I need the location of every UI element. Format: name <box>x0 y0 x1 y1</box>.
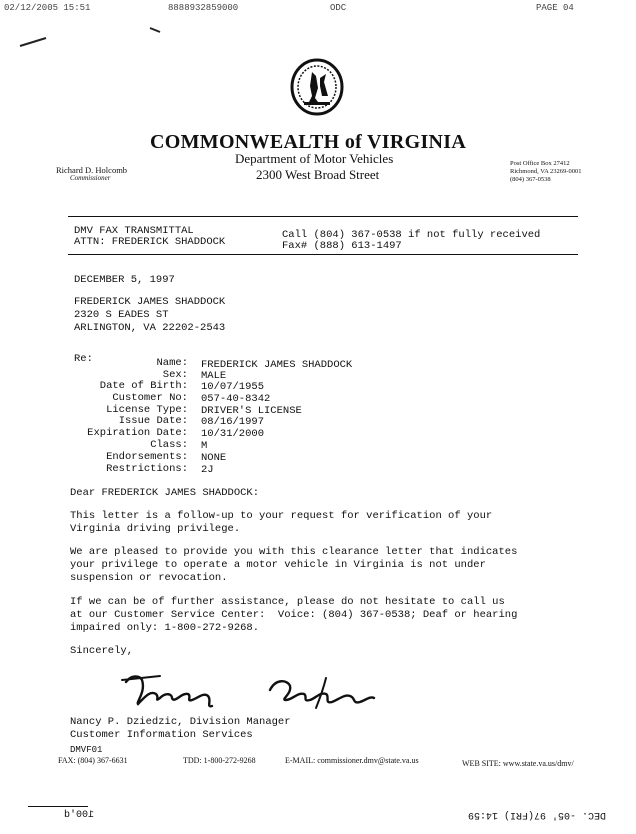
record-value: 10/31/2000 <box>201 428 265 440</box>
record-value: 08/16/1997 <box>201 416 265 428</box>
record-value: 2J <box>201 464 214 476</box>
stray-mark-icon <box>18 24 168 54</box>
signature-icon <box>120 668 380 714</box>
transmittal-bottom-rule <box>68 254 578 255</box>
letterhead-street: 2300 West Broad Street <box>256 167 380 182</box>
transmittal-attn: ATTN: FREDERICK SHADDOCK <box>74 236 226 248</box>
record-label: Endorsements: <box>106 451 188 463</box>
record-label: License Type: <box>106 404 188 416</box>
record-label: Date of Birth: <box>99 380 188 392</box>
letterhead-department: Department of Motor Vehicles <box>235 151 394 166</box>
record-value: DRIVER'S LICENSE <box>201 405 302 417</box>
record-label: Expiration Date: <box>87 427 188 439</box>
salutation: Dear FREDERICK JAMES SHADDOCK: <box>70 487 260 499</box>
fax-date-time: 02/12/2005 15:51 <box>4 3 91 13</box>
fax-code: ODC <box>330 3 347 13</box>
letterhead-title: COMMONWEALTH of VIRGINIA <box>150 131 467 153</box>
transmittal-top-rule <box>68 216 578 217</box>
bottom-left-rule <box>28 806 88 807</box>
commissioner-name: Richard D. Holcomb <box>56 165 128 175</box>
paragraph-3: If we can be of further assistance, please do not hesitate to call us at our Customer Service Center: Voice: (804) 367-0538; Deaf or hearing impaired only: 1-800-272-9268. <box>70 596 518 634</box>
footer-email: E-MAIL: commissioner.dmv@state.va.us <box>285 756 419 765</box>
closing: Sincerely, <box>70 645 134 657</box>
paragraph-2: We are pleased to provide you with this clearance letter that indicates your privilege to operate a motor vehicle in Virginia is not under suspension or revocation. <box>70 546 518 584</box>
form-code: DMVF01 <box>70 745 103 755</box>
record-label: Class: <box>150 439 188 451</box>
footer-web: WEB SITE: www.state.va.us/dmv/ <box>462 759 574 768</box>
po-city: Richmond, VA 23269-0001 <box>510 168 582 175</box>
record-value: 10/07/1955 <box>201 381 265 393</box>
letter-date: DECEMBER 5, 1997 <box>74 274 175 286</box>
record-value: NONE <box>201 452 227 464</box>
record-value: MALE <box>201 370 227 382</box>
fax-page: PAGE 04 <box>536 3 574 13</box>
bottom-left-code: 100'd <box>64 810 95 821</box>
virginia-seal-icon <box>290 58 344 116</box>
po-phone: (804) 367-0538 <box>510 176 551 183</box>
footer-fax: FAX: (804) 367-6631 <box>58 756 128 765</box>
record-value: M <box>201 440 208 452</box>
transmittal-fax: Fax# (888) 613-1497 <box>282 240 402 252</box>
paragraph-1: This letter is a follow-up to your request for verification of your Virginia driving privilege. <box>70 510 493 535</box>
signer-dept: Customer Information Services <box>70 729 253 741</box>
address-street: 2320 S EADES ST <box>74 309 169 321</box>
record-label: Sex: <box>162 369 188 381</box>
record-label: Restrictions: <box>106 463 188 475</box>
signer-name: Nancy P. Dziedzic, Division Manager <box>70 716 291 728</box>
fax-number: 8888932859000 <box>168 3 239 13</box>
record-value: FREDERICK JAMES SHADDOCK <box>201 359 353 371</box>
commissioner-title: Commissioner <box>70 174 111 182</box>
record-value: 057-40-8342 <box>201 393 271 405</box>
transmittal-label: DMV FAX TRANSMITTAL <box>74 225 194 237</box>
transmittal-call-note: Call (804) 367-0538 if not fully received <box>282 229 541 241</box>
record-label: Issue Date: <box>118 415 188 427</box>
address-city: ARLINGTON, VA 22202-2543 <box>74 322 226 334</box>
record-label: Customer No: <box>112 392 188 404</box>
footer-tdd: TDD: 1-800-272-9268 <box>183 756 256 765</box>
bottom-right-stamp: DEC. -05' 97(FRI) 14:59 <box>468 809 607 820</box>
record-label: Name: <box>156 357 188 369</box>
address-name: FREDERICK JAMES SHADDOCK <box>74 296 226 308</box>
re-label: Re: <box>74 353 93 365</box>
po-box: Post Office Box 27412 <box>510 160 570 167</box>
